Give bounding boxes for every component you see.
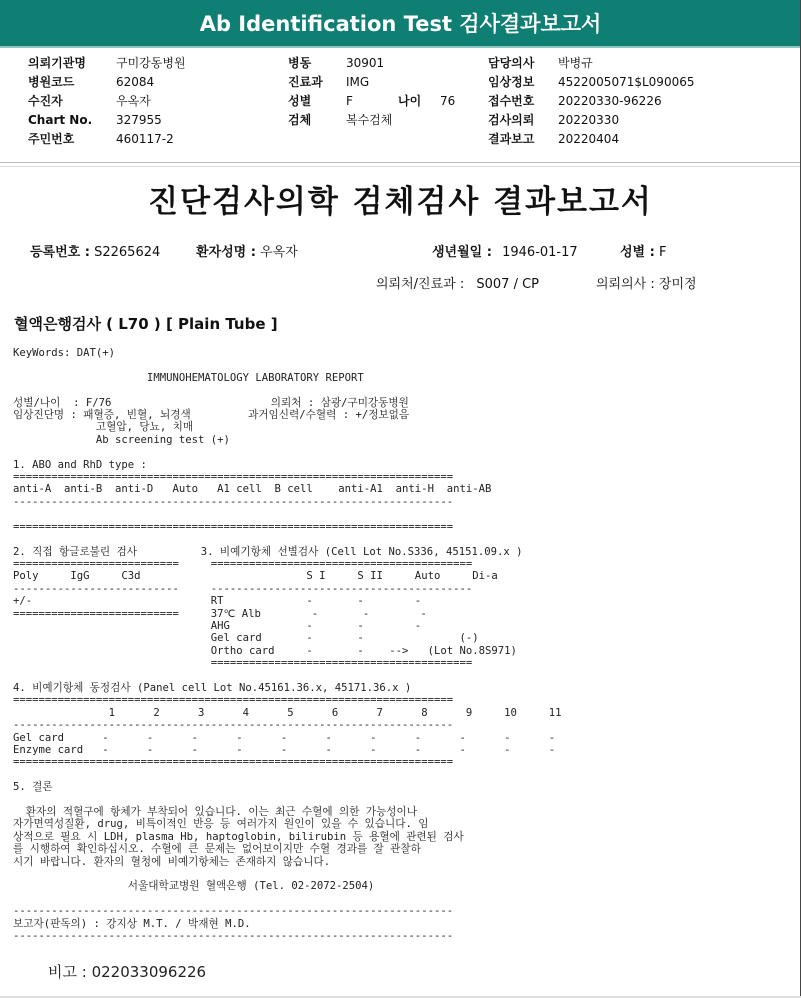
banner-divider xyxy=(0,46,801,48)
requesting-doctor xyxy=(596,273,697,292)
report-banner-title: Ab Identification Test 검사결과보고서 xyxy=(0,0,801,46)
remarks-note: 비고 : 022033096226 xyxy=(48,963,207,981)
test-subtitle: 혈액은행검사 ( L70 ) [ Plain Tube ] xyxy=(14,315,278,333)
info-value: 20220330-96226 xyxy=(558,94,662,108)
section-divider xyxy=(0,162,801,163)
dept-value: S007 / CP xyxy=(476,277,540,292)
info-label: 성별 xyxy=(288,94,312,108)
info-value: 460117-2 xyxy=(116,132,174,146)
info-label: Chart No. xyxy=(28,113,93,127)
doctor-value: 장미정 xyxy=(658,277,697,292)
info-row-physician xyxy=(488,54,694,73)
sex-label: 성별 : xyxy=(620,245,655,260)
info-row-chart-no xyxy=(28,111,186,130)
info-row-report-date xyxy=(488,130,694,149)
info-value: IMG xyxy=(346,75,370,89)
age-label: 나이 xyxy=(398,94,422,108)
info-row-resident-no xyxy=(28,130,186,149)
info-row-request-date xyxy=(488,111,694,130)
info-value: 20220404 xyxy=(558,132,620,146)
dob-label: 생년월일 : xyxy=(432,245,492,260)
reg-value: S2265624 xyxy=(94,245,161,260)
info-value: 4522005071$L090065 xyxy=(558,75,695,89)
reg-label: 등록번호 : xyxy=(30,245,90,260)
info-row-ward xyxy=(288,54,455,73)
info-value: 우옥자 xyxy=(116,94,151,108)
patient-label: 환자성명 : xyxy=(196,245,256,260)
info-label: 검사의뢰 xyxy=(488,113,535,127)
patient-value: 우옥자 xyxy=(260,245,298,260)
info-column-1 xyxy=(28,54,186,149)
info-label: 진료과 xyxy=(288,75,323,89)
info-value: 박병규 xyxy=(558,56,593,70)
info-column-2 xyxy=(288,54,455,130)
info-row-specimen xyxy=(288,111,455,130)
info-value: 복수검체 xyxy=(346,113,393,127)
doctor-label: 의뢰의사 : xyxy=(596,277,655,292)
info-label: 검체 xyxy=(288,113,312,127)
info-value: 62084 xyxy=(116,75,155,89)
dept-label: 의뢰처/진료과 : xyxy=(376,277,465,292)
lab-report-body: KeyWords: DAT(+) IMMUNOHEMATOLOGY LABORATORY REPORT 성별/나이 : F/76 의뢰처 : 삼광/구미강동병원 임상진단명 : 패혈증, 빈혈, 뇌경색 과거임신력/수혈력 : +/정보없음 고혈압, 당뇨, 치매 Ab screening test (+) 1. ABO and RhD type : ===================================================================== anti-A anti-B anti-D Auto A1 cell B cell anti-A1 anti-H anti-AB --------------------------------------------------------------------- ===================================================================== 2. 직접 항글로불린 검사 3. 비예기항체 선별검사 (Cell Lot No.S336, 45151.09.x ) ========================== ========================================= Poly IgG C3d S I S II Auto Di-a -------------------------- ----------------------------------------- +/- RT - - - ========================== 37℃ Alb - - - AHG - - - Gel card - - (-) Ortho card - - --> (Lot No.8S971) ========================================= 4. 비예기항체 동정검사 (Panel cell Lot No.45161.36.x, 45171.36.x ) ===================================================================== 1 2 3 4 5 6 7 8 9 10 11 --------------------------------------------------------------------- Gel card - - - - - - - - - - - Enzyme card - - - - - - - - - - - ===================================================================== 5. 결론 환자의 적혈구에 항체가 부착되어 있습니다. 이는 최근 수혈에 의한 가능성이나 자가면역성질환, drug, 비특이적인 반응 등 여러가지 원인이 있을 수 있습니다. 임 상적으로 필요 시 LDH, plasma Hb, haptoglobin, bilirubin 등 용혈에 관련된 검사 를 시행하여 확인하십시오. 수혈에 큰 문제는 없어보이지만 수혈 경과를 잘 관찰하 시기 바랍니다. 환자의 혈청에 비예기항체는 존재하지 않습니다. 서울대학교병원 혈액은행 (Tel. 02-2072-2504) --------------------------------------------------------------------- 보고자(판독의) : 강지상 M.T. / 박재현 M.D. --------------------------------------------------------------------- xyxy=(13,347,562,943)
info-label: 임상정보 xyxy=(488,75,535,89)
info-value: 구미강동병원 xyxy=(116,56,186,70)
sex xyxy=(620,241,666,260)
info-row-hospital-code xyxy=(28,73,186,92)
info-row-sex-age xyxy=(288,92,455,111)
info-row-department xyxy=(288,73,455,92)
info-value: 20220330 xyxy=(558,113,620,127)
info-label: 결과보고 xyxy=(488,132,535,146)
info-label: 접수번호 xyxy=(488,94,535,108)
sex-value: F xyxy=(658,245,667,260)
info-label: 담당의사 xyxy=(488,56,535,70)
info-value: F xyxy=(346,94,353,108)
dob-value: 1946-01-17 xyxy=(502,245,578,260)
info-label: 의뢰기관명 xyxy=(28,56,86,70)
info-value: 327955 xyxy=(116,113,162,127)
info-label: 수진자 xyxy=(28,94,63,108)
info-row-clinical-info xyxy=(488,73,694,92)
info-value: 30901 xyxy=(346,56,385,70)
patient-name xyxy=(196,241,298,260)
report-title: 진단검사의학 검체검사 결과보고서 xyxy=(148,184,653,220)
info-row-receipt-no xyxy=(488,92,694,111)
info-label: 병원코드 xyxy=(28,75,75,89)
age-value: 76 xyxy=(440,94,456,108)
section-divider xyxy=(0,166,801,167)
info-label: 주민번호 xyxy=(28,132,75,146)
date-of-birth xyxy=(432,241,578,260)
info-row-institution xyxy=(28,54,186,73)
department xyxy=(376,273,539,292)
info-label: 병동 xyxy=(288,56,312,70)
info-column-3 xyxy=(488,54,694,149)
info-row-patient xyxy=(28,92,186,111)
registration-number xyxy=(30,241,160,260)
